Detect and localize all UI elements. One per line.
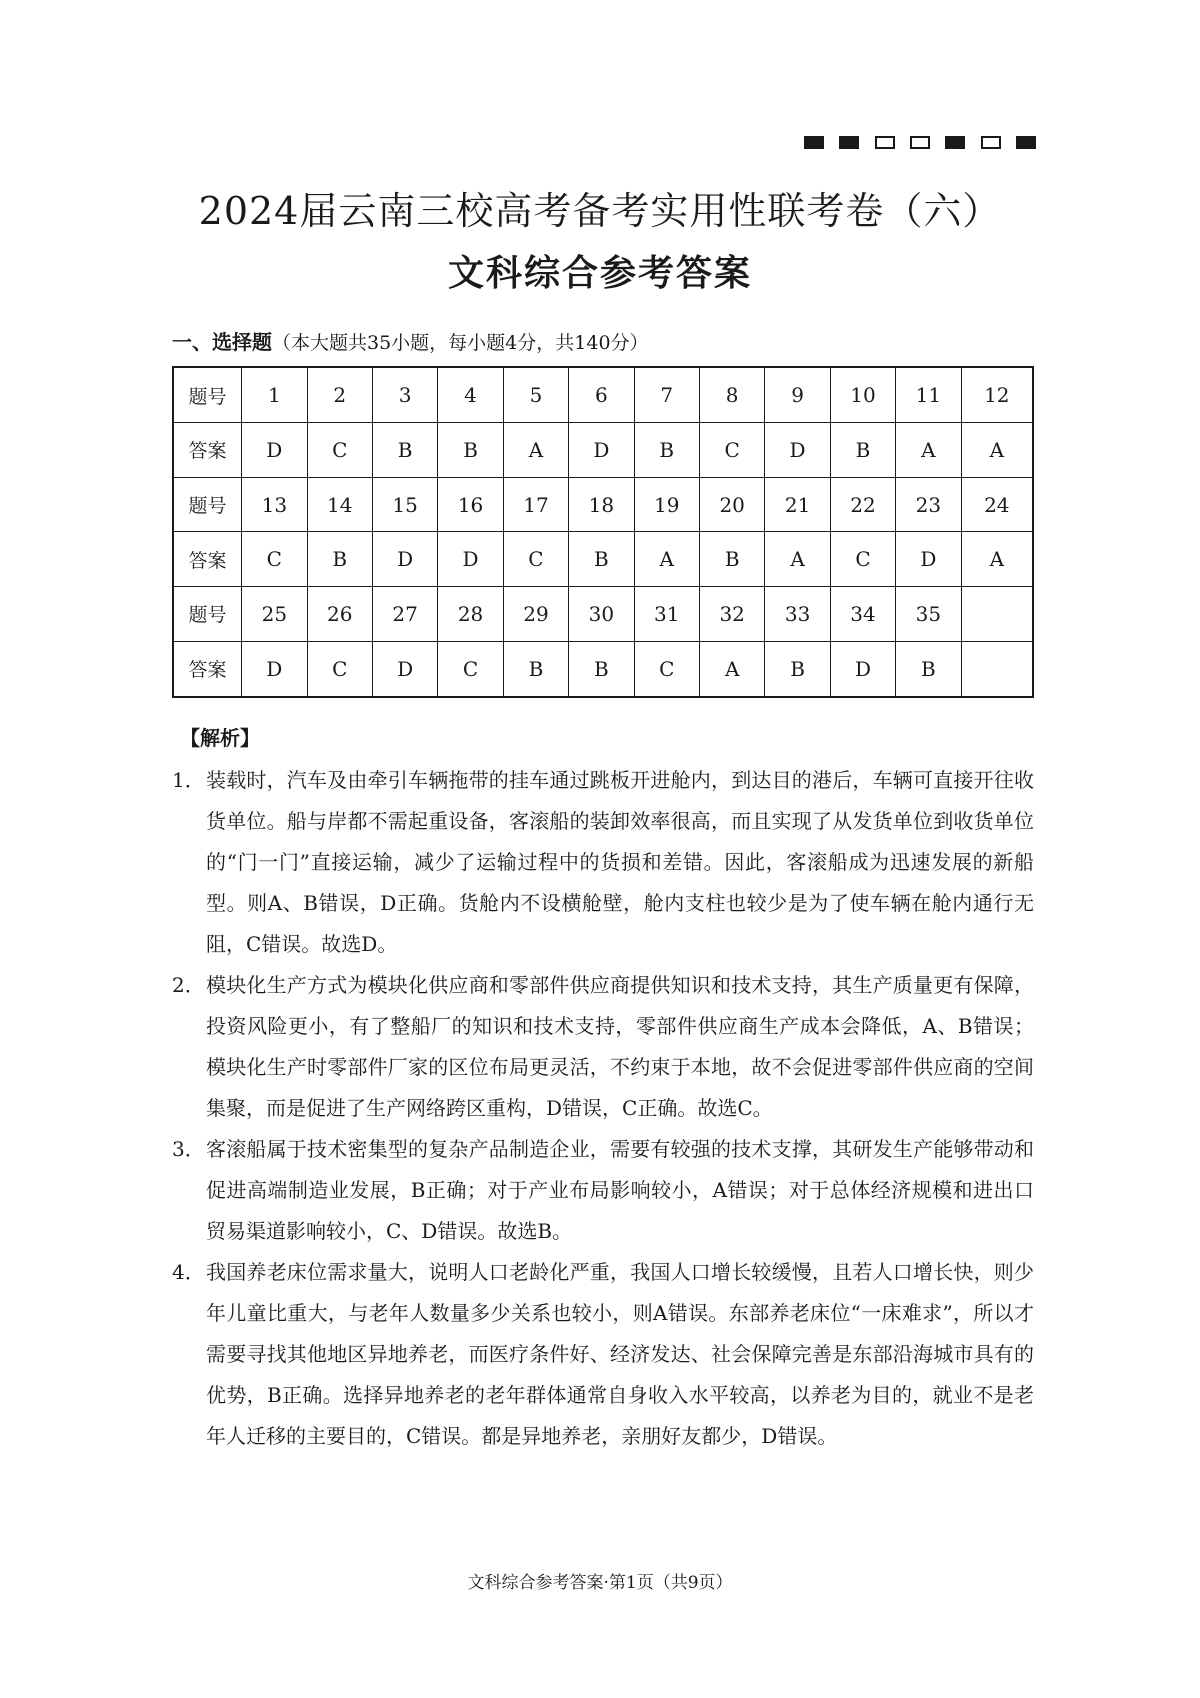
table-cell: 12 bbox=[961, 367, 1033, 423]
table-cell: 14 bbox=[307, 477, 372, 532]
table-cell: 19 bbox=[634, 477, 699, 532]
table-cell: 22 bbox=[830, 477, 895, 532]
table-cell: 25 bbox=[242, 587, 307, 642]
page-title: 2024届云南三校高考备考实用性联考卷（六） bbox=[198, 189, 1002, 233]
code-mark bbox=[804, 136, 824, 149]
answer-row bbox=[173, 532, 1033, 587]
table-cell: 26 bbox=[307, 587, 372, 642]
table-cell: 6 bbox=[569, 367, 634, 423]
analysis-title: 【解析】 bbox=[180, 726, 260, 750]
table-cell: B bbox=[503, 641, 568, 697]
table-cell: 2 bbox=[307, 367, 372, 423]
table-cell: 29 bbox=[503, 587, 568, 642]
explanation-item bbox=[172, 760, 1034, 965]
question-number-row bbox=[173, 587, 1033, 642]
table-cell: 5 bbox=[503, 367, 568, 423]
code-mark bbox=[839, 136, 859, 149]
table-cell: B bbox=[569, 641, 634, 697]
explanation-item bbox=[172, 965, 1034, 1129]
row-header-cell: 答案 bbox=[173, 532, 242, 587]
page-subtitle: 文科综合参考答案 bbox=[447, 253, 752, 294]
row-header-cell: 题号 bbox=[173, 367, 242, 423]
answer-table bbox=[172, 366, 1034, 698]
table-cell: B bbox=[438, 423, 503, 478]
page-footer: 文科综合参考答案·第1页（共9页） bbox=[467, 1573, 733, 1593]
table-cell: 8 bbox=[699, 367, 764, 423]
table-cell: 28 bbox=[438, 587, 503, 642]
table-cell: D bbox=[372, 532, 437, 587]
table-cell: 4 bbox=[438, 367, 503, 423]
table-cell: A bbox=[634, 532, 699, 587]
table-cell: D bbox=[372, 641, 437, 697]
table-cell: B bbox=[372, 423, 437, 478]
table-cell: 18 bbox=[569, 477, 634, 532]
row-header-cell: 答案 bbox=[173, 641, 242, 697]
table-cell: D bbox=[242, 423, 307, 478]
table-cell: A bbox=[503, 423, 568, 478]
table-cell: C bbox=[307, 423, 372, 478]
table-cell: C bbox=[503, 532, 568, 587]
table-cell bbox=[961, 587, 1033, 642]
explanation-number: 1． bbox=[172, 768, 205, 792]
table-cell: 20 bbox=[699, 477, 764, 532]
explanation-list bbox=[172, 760, 1034, 1457]
table-cell: B bbox=[896, 641, 961, 697]
table-cell: B bbox=[307, 532, 372, 587]
explanation-item bbox=[172, 1252, 1034, 1457]
question-number-row bbox=[173, 477, 1033, 532]
section-heading bbox=[172, 326, 649, 355]
table-cell: 27 bbox=[372, 587, 437, 642]
table-cell: 3 bbox=[372, 367, 437, 423]
table-cell: A bbox=[765, 532, 830, 587]
table-cell: C bbox=[242, 532, 307, 587]
table-cell: 24 bbox=[961, 477, 1033, 532]
table-cell: 33 bbox=[765, 587, 830, 642]
table-cell: 23 bbox=[896, 477, 961, 532]
table-cell: D bbox=[896, 532, 961, 587]
table-cell: D bbox=[242, 641, 307, 697]
table-cell: D bbox=[765, 423, 830, 478]
explanation-number: 4． bbox=[172, 1260, 205, 1284]
code-mark bbox=[981, 136, 1001, 149]
table-cell: A bbox=[896, 423, 961, 478]
explanation-text: 模块化生产方式为模块化供应商和零部件供应商提供知识和技术支持，其生产质量更有保障，投资风险更小，有了整船厂的知识和技术支持，零部件供应商生产成本会降低，A、B错误；模块化生产时零部件厂家的区位布局更灵活，不约束于本地，故不会促进零部件供应商的空间集聚，而是促进了生产网络跨区重构，D错误，C正确。故选C。 bbox=[206, 973, 1034, 1120]
table-cell: 32 bbox=[699, 587, 764, 642]
table-cell: B bbox=[830, 423, 895, 478]
table-cell: 34 bbox=[830, 587, 895, 642]
table-cell: 21 bbox=[765, 477, 830, 532]
table-cell bbox=[961, 641, 1033, 697]
explanation-text: 装载时，汽车及由牵引车辆拖带的挂车通过跳板开进舱内，到达目的港后，车辆可直接开往收货单位。船与岸都不需起重设备，客滚船的装卸效率很高，而且实现了从发货单位到收货单位的“门一门”直接运输，减少了运输过程中的货损和差错。因此，客滚船成为迅速发展的新船型。则A、B错误，D正确。货舱内不设横舱壁，舱内支柱也较少是为了使车辆在舱内通行无阻，C错误。故选D。 bbox=[206, 768, 1034, 956]
explanation-text: 我国养老床位需求量大，说明人口老龄化严重，我国人口增长较缓慢，且若人口增长快，则少年儿童比重大，与老年人数量多少关系也较小，则A错误。东部养老床位“一床难求”，所以才需要寻找其他地区异地养老，而医疗条件好、经济发达、社会保障完善是东部沿海城市具有的优势，B正确。选择异地养老的老年群体通常自身收入水平较高，以养老为目的，就业不是老年人迁移的主要目的，C错误。都是异地养老，亲朋好友都少，D错误。 bbox=[206, 1260, 1034, 1448]
answer-row bbox=[173, 423, 1033, 478]
section-label: 一、选择题 bbox=[172, 330, 272, 354]
table-cell: 1 bbox=[242, 367, 307, 423]
code-mark bbox=[945, 136, 965, 149]
explanation-text: 客滚船属于技术密集型的复杂产品制造企业，需要有较强的技术支撑，其研发生产能够带动和促进高端制造业发展，B正确；对于产业布局影响较小，A错误；对于总体经济规模和进出口贸易渠道影响较小，C、D错误。故选B。 bbox=[206, 1137, 1034, 1243]
table-cell: C bbox=[699, 423, 764, 478]
table-cell: B bbox=[634, 423, 699, 478]
table-cell: A bbox=[961, 423, 1033, 478]
table-cell: 10 bbox=[830, 367, 895, 423]
table-cell: A bbox=[961, 532, 1033, 587]
row-header-cell: 答案 bbox=[173, 423, 242, 478]
table-cell: C bbox=[830, 532, 895, 587]
explanation-item bbox=[172, 1129, 1034, 1252]
table-cell: 35 bbox=[896, 587, 961, 642]
table-cell: 31 bbox=[634, 587, 699, 642]
table-cell: C bbox=[438, 641, 503, 697]
code-mark bbox=[910, 136, 930, 149]
table-cell: 11 bbox=[896, 367, 961, 423]
code-mark bbox=[875, 136, 895, 149]
table-cell: 7 bbox=[634, 367, 699, 423]
table-cell: 15 bbox=[372, 477, 437, 532]
table-cell: 13 bbox=[242, 477, 307, 532]
table-cell: B bbox=[765, 641, 830, 697]
table-cell: B bbox=[569, 532, 634, 587]
explanation-number: 2． bbox=[172, 973, 205, 997]
table-cell: D bbox=[569, 423, 634, 478]
table-cell: 17 bbox=[503, 477, 568, 532]
table-cell: A bbox=[699, 641, 764, 697]
row-header-cell: 题号 bbox=[173, 477, 242, 532]
table-cell: 16 bbox=[438, 477, 503, 532]
table-cell: 9 bbox=[765, 367, 830, 423]
header-code-marks bbox=[804, 136, 1036, 150]
table-cell: 30 bbox=[569, 587, 634, 642]
code-mark bbox=[1016, 136, 1036, 149]
row-header-cell: 题号 bbox=[173, 587, 242, 642]
section-note: （本大题共35小题，每小题4分，共140分） bbox=[272, 332, 649, 354]
question-number-row bbox=[173, 367, 1033, 423]
table-cell: B bbox=[699, 532, 764, 587]
answer-row bbox=[173, 641, 1033, 697]
table-cell: D bbox=[438, 532, 503, 587]
explanation-number: 3． bbox=[172, 1137, 205, 1161]
table-cell: C bbox=[307, 641, 372, 697]
table-cell: D bbox=[830, 641, 895, 697]
table-cell: C bbox=[634, 641, 699, 697]
